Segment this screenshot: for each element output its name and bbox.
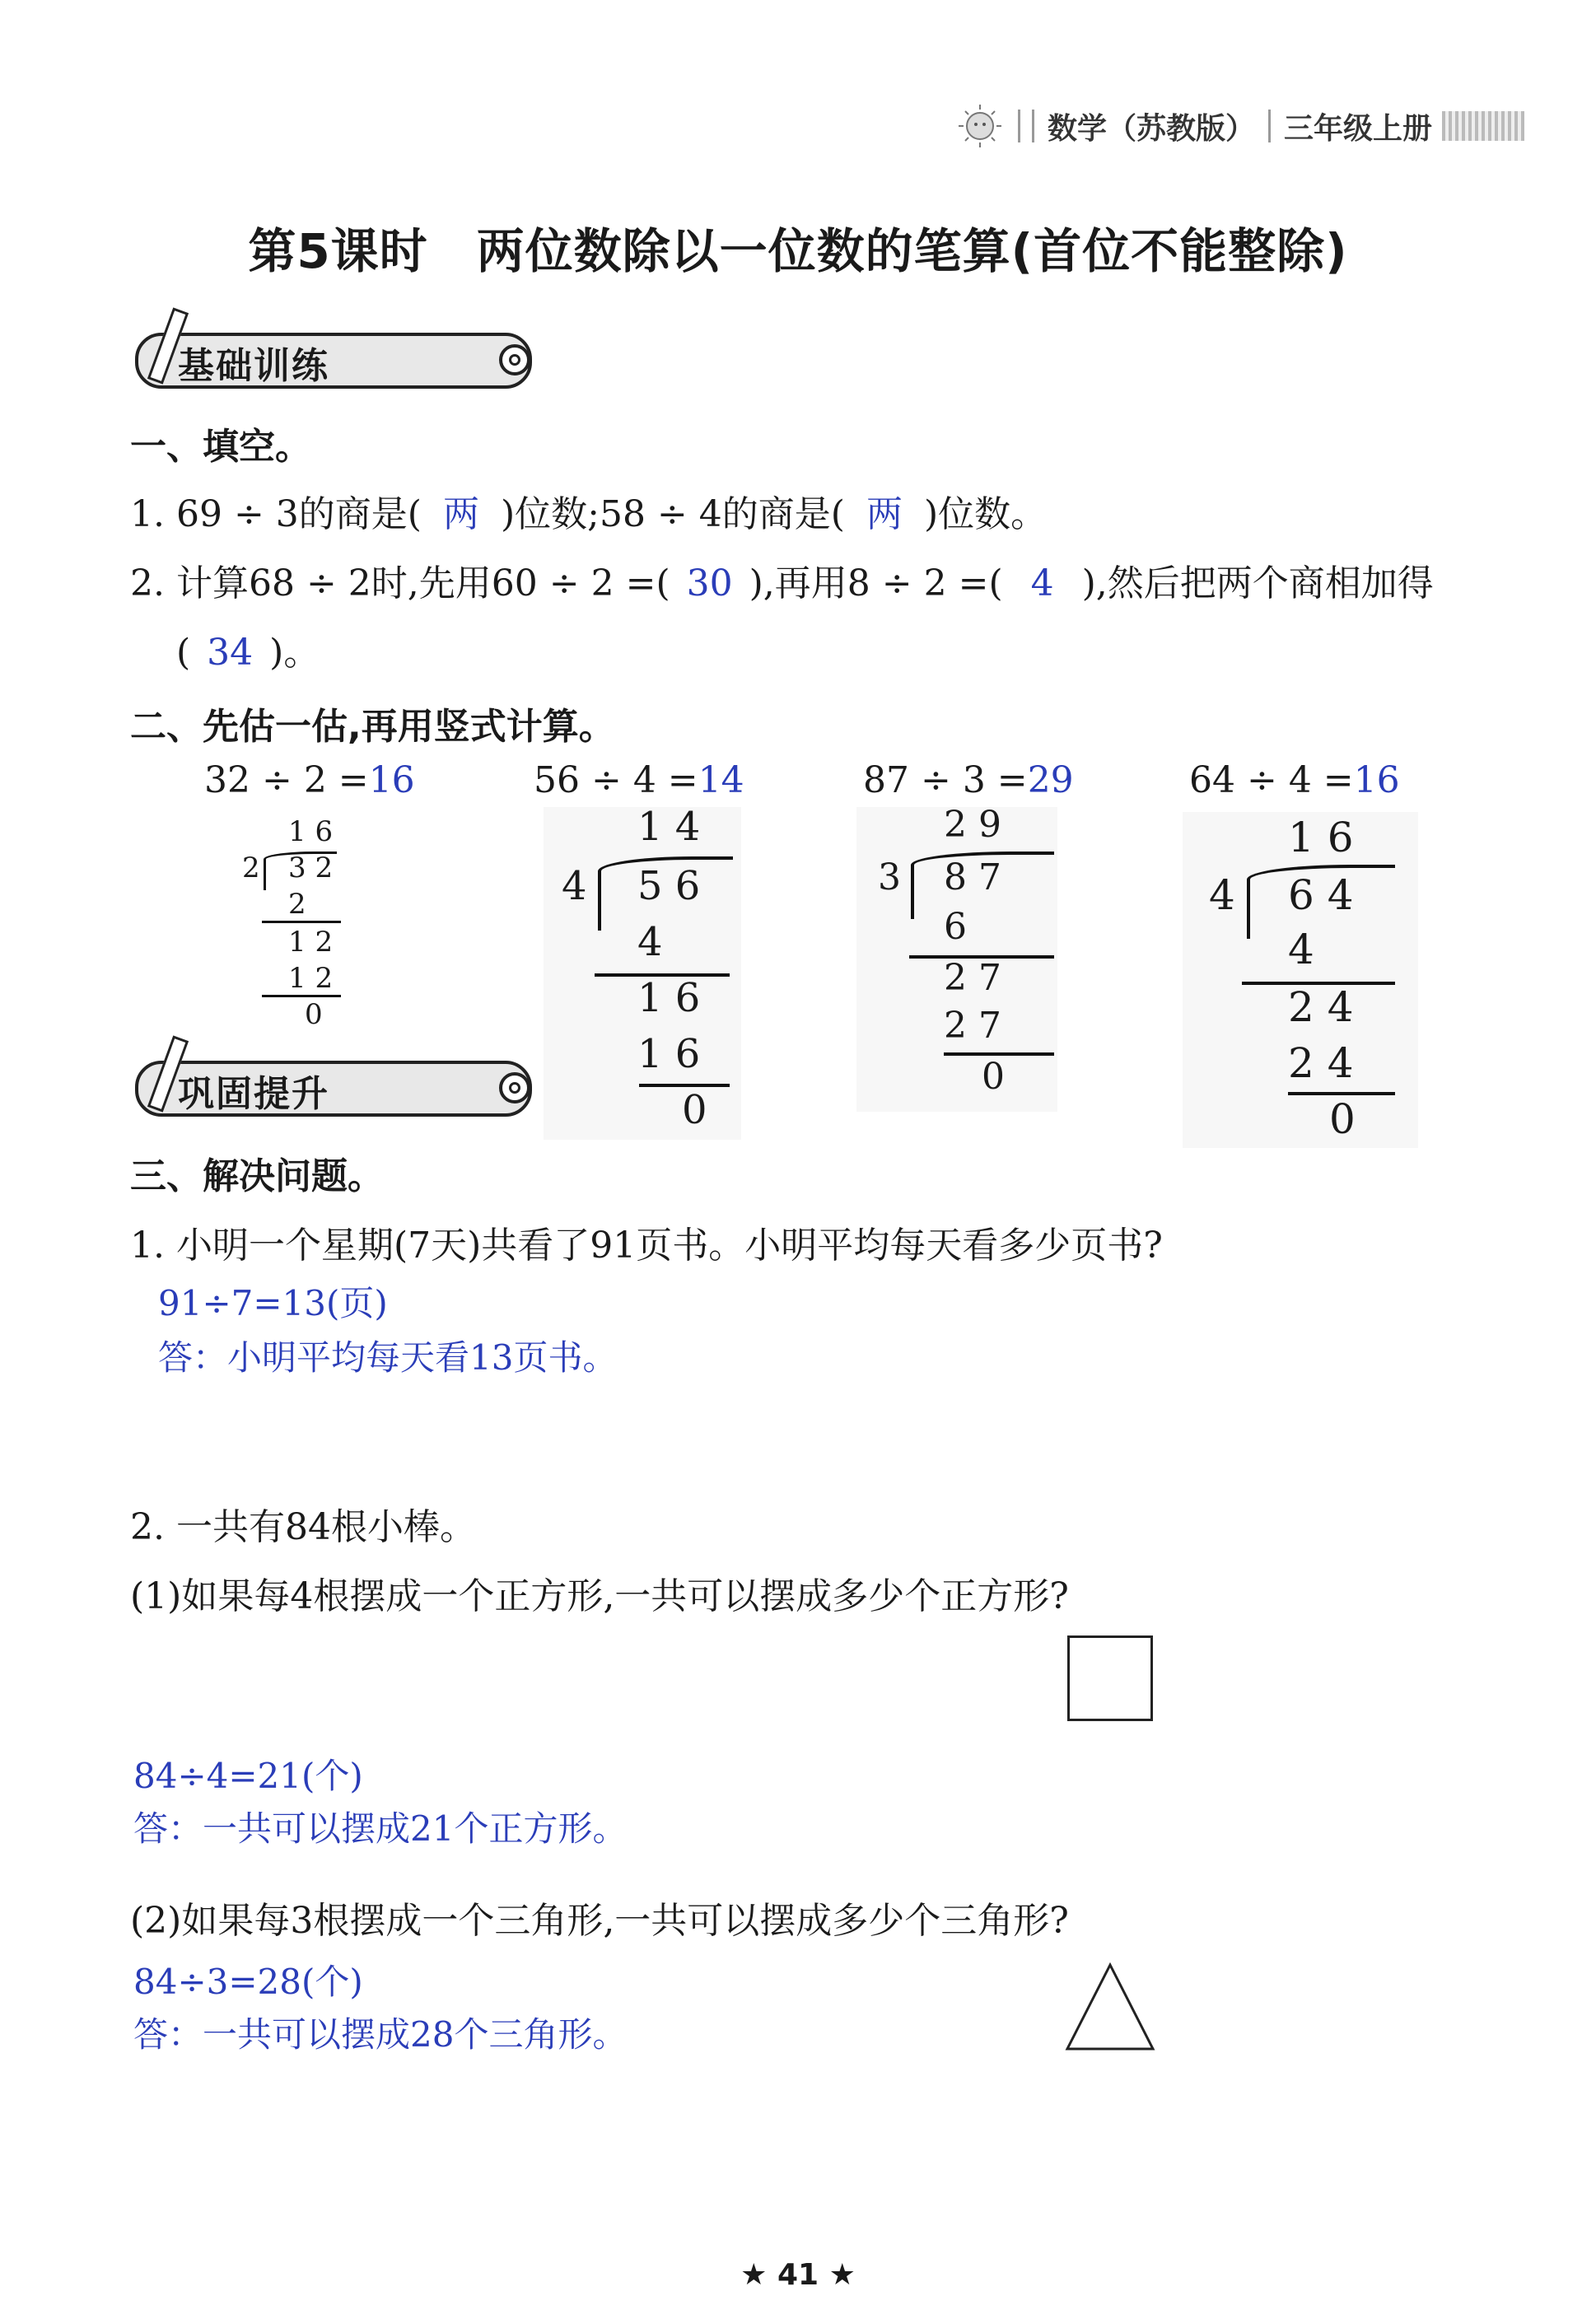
header-subject: 数学（苏教版） — [1048, 111, 1256, 146]
division-expression: 87 ÷ 3 =29 — [863, 759, 1074, 801]
question-1-2-continued: ( 34 )。 — [176, 632, 320, 674]
question-3-2-1: (1)如果每4根摆成一个正方形,一共可以摆成多少个正方形? — [130, 1575, 1069, 1617]
header-divider — [1018, 110, 1034, 142]
triangle-shape — [1064, 1962, 1156, 2052]
ring-icon — [499, 1072, 530, 1104]
sun-icon — [955, 101, 1005, 151]
long-division-2: 1 4 4 5 6 4 1 6 1 6 0 — [557, 804, 738, 1141]
question-1-1: 1. 69 ÷ 3的商是( 两 )位数;58 ÷ 4的商是( 两 )位数。 — [130, 484, 1047, 537]
dividend: 3 2 — [288, 852, 334, 884]
question-3-1: 1. 小明一个星期(7天)共看了91页书。小明平均每天看多少页书? — [130, 1225, 1163, 1267]
ring-icon — [499, 344, 530, 376]
division-line — [262, 995, 341, 997]
division-answer: 16 — [1353, 759, 1400, 801]
division-expression: 32 ÷ 2 =16 — [204, 759, 415, 801]
answer-statement: 答：一共可以摆成28个三角形。 — [133, 2014, 628, 2055]
page-header — [955, 97, 1524, 155]
page-number: ★ 41 ★ — [740, 2258, 856, 2292]
header-grade: 三年级上册 — [1284, 111, 1433, 146]
question-3-2-2: (2)如果每3根摆成一个三角形,一共可以摆成多少个三角形? — [130, 1900, 1069, 1942]
long-division-1: 1 6 2 3 2 2 1 2 1 2 0 — [237, 815, 352, 1038]
division-line — [262, 921, 341, 923]
answer-blank: 两 — [442, 493, 479, 535]
dividend: 6 4 — [1288, 871, 1354, 919]
section3-heading: 三、解决问题。 — [130, 1155, 384, 1197]
answer-blank: 两 — [866, 493, 903, 535]
answer-calculation: 84÷3=28(个) — [133, 1962, 363, 2002]
square-shape — [1067, 1635, 1153, 1721]
division-answer: 14 — [698, 759, 744, 801]
section1-heading: 一、填空。 — [130, 426, 311, 468]
question-1-2: 2. 计算68 ÷ 2时,先用60 ÷ 2 =( 30 ),再用8 ÷ 2 =( 4 ),然后把两个商相加得 — [130, 562, 1434, 604]
division-answer: 29 — [1027, 759, 1074, 801]
section2-heading: 二、先估一估,再用竖式计算。 — [130, 706, 615, 748]
banner-label: 巩固提升 — [178, 1073, 329, 1115]
divisor: 3 — [878, 856, 901, 898]
divisor: 2 — [242, 852, 260, 884]
long-division-4: 1 6 4 6 4 4 2 4 2 4 0 — [1207, 814, 1405, 1143]
division-expression: 64 ÷ 4 =16 — [1189, 759, 1400, 801]
divisor: 4 — [562, 863, 587, 909]
page-title: 第5课时 两位数除以一位数的笔算(首位不能整除) — [248, 223, 1348, 279]
answer-blank: 30 — [686, 562, 733, 604]
dividend: 5 6 — [637, 863, 701, 909]
question-3-2: 2. 一共有84根小棒。 — [130, 1506, 476, 1548]
banner-advanced — [124, 1054, 544, 1117]
divisor: 4 — [1209, 871, 1235, 919]
header-stripe — [1442, 111, 1524, 141]
answer-statement: 答：小明平均每天看13页书。 — [158, 1337, 618, 1378]
division-answer: 16 — [368, 759, 415, 801]
answer-calculation: 84÷4=21(个) — [133, 1756, 363, 1796]
header-divider — [1268, 110, 1271, 142]
long-division-3: 2 9 3 8 7 6 2 7 2 7 0 — [871, 804, 1056, 1108]
answer-blank: 4 — [1030, 562, 1054, 604]
answer-blank: 34 — [207, 632, 254, 674]
answer-statement: 答：一共可以摆成21个正方形。 — [133, 1808, 628, 1849]
answer-calculation: 91÷7=13(页) — [158, 1283, 388, 1323]
banner-label: 基础训练 — [178, 345, 329, 387]
division-expression: 56 ÷ 4 =14 — [534, 759, 744, 801]
dividend: 8 7 — [944, 856, 1001, 898]
banner-basic-training — [124, 326, 544, 389]
